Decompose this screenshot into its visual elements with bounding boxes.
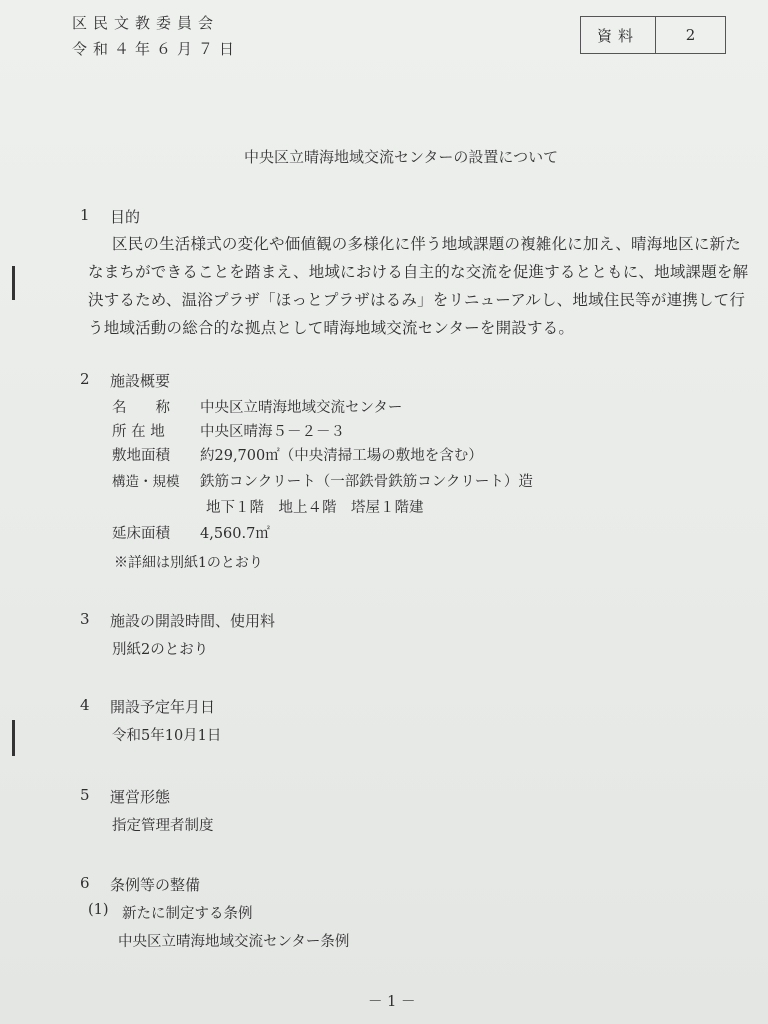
section-3-heading: 施設の開設時間、使用料 — [110, 612, 276, 630]
facility-row-label: 敷地面積 — [112, 448, 170, 464]
section-6-heading: 条例等の整備 — [110, 876, 201, 894]
page-number: － 1 － — [368, 994, 416, 1010]
section-6-sub-heading: 新たに制定する条例 — [122, 906, 253, 922]
facility-note: ※詳細は別紙1のとおり — [114, 555, 263, 571]
section-4-number: 4 — [80, 696, 90, 714]
section-6-sub-number: (1) — [88, 902, 109, 918]
section-4-heading: 開設予定年月日 — [110, 698, 216, 716]
facility-row-label: 名 称 — [112, 400, 170, 416]
section-4-text: 令和5年10月1日 — [112, 728, 222, 744]
facility-row-label: 延床面積 — [112, 526, 170, 542]
section-6-number: 6 — [80, 874, 90, 892]
margin-mark — [12, 266, 15, 300]
section-3-number: 3 — [80, 610, 90, 628]
tag-number: 2 — [685, 26, 696, 44]
facility-row-label: 所 在 地 — [112, 424, 165, 440]
section-1-line-3: 決するため、温浴プラザ「ほっとプラザはるみ」をリニューアルし、地域住民等が連携して行 — [88, 291, 746, 309]
section-2-heading: 施設概要 — [110, 372, 171, 390]
facility-row-value: 鉄筋コンクリート（一部鉄骨鉄筋コンクリート）造 — [200, 474, 533, 490]
section-5-text: 指定管理者制度 — [112, 818, 214, 834]
section-1-heading: 目的 — [110, 208, 141, 226]
section-5-number: 5 — [80, 786, 90, 804]
section-1-number: 1 — [80, 206, 90, 224]
section-3-text: 別紙2のとおり — [112, 642, 209, 658]
facility-row-label: 構造・規模 — [112, 474, 180, 490]
facility-row-value: 地下１階 地上４階 塔屋１階建 — [206, 500, 424, 516]
margin-mark — [12, 720, 15, 756]
section-1-line-2: なまちができることを踏まえ、地域における自主的な交流を促進するとともに、地域課題を解 — [88, 263, 749, 281]
section-5-heading: 運営形態 — [110, 788, 171, 806]
section-1-line-4: う地域活動の総合的な拠点として晴海地域交流センターを開設する。 — [88, 319, 575, 337]
facility-row-value: 約29,700㎡（中央清掃工場の敷地を含む） — [200, 448, 483, 464]
facility-row-value: 4,560.7㎡ — [200, 526, 270, 542]
section-1-line-1: 区民の生活様式の変化や価値観の多様化に伴う地域課題の複雑化に加え、晴海地区に新た — [112, 235, 741, 253]
section-6-text: 中央区立晴海地域交流センター条例 — [118, 934, 350, 950]
document-title: 中央区立晴海地域交流センターの設置について — [244, 148, 559, 166]
facility-row-value: 中央区立晴海地域交流センター — [200, 400, 403, 416]
section-2-number: 2 — [80, 370, 90, 388]
committee-name: 区民文教委員会 — [72, 14, 220, 32]
facility-row-value: 中央区晴海５－２－３ — [200, 424, 345, 440]
document-tag — [580, 16, 726, 54]
document-date: 令和４年６月７日 — [72, 40, 241, 58]
tag-label: 資料 — [581, 17, 656, 53]
